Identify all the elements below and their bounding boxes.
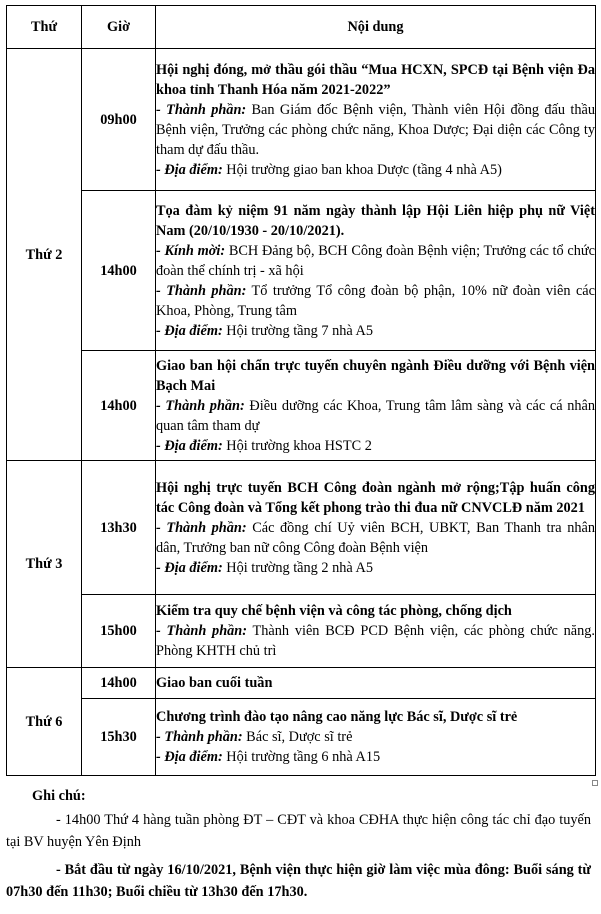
event-title: Giao ban cuối tuần xyxy=(156,675,273,691)
table-row xyxy=(7,351,596,461)
event-cell xyxy=(156,668,596,699)
event-line: - Thành phần: Ban Giám đốc Bệnh viện, Thành viên Hội đồng đấu thầu Bệnh viện, Trưởng các phòng chức năng, Khoa Dược; Đại diện các Công ty tham dự đấu thầu. xyxy=(156,101,596,158)
table-row xyxy=(7,461,596,595)
time-cell: 14h00 xyxy=(82,668,156,699)
event-line: - Thành phần: Các đồng chí Uỷ viên BCH, UBKT, Ban Thanh tra nhân dân, Trưởng ban nữ công Công đoàn Bệnh viện xyxy=(156,519,595,556)
table-resize-handle xyxy=(592,780,598,786)
event-title: Giao ban hội chẩn trực tuyến chuyên ngành Điều dưỡng với Bệnh viện Bạch Mai xyxy=(156,357,595,394)
time-cell: 13h30 xyxy=(82,461,156,595)
event-title: Hội nghị trực tuyến BCH Công đoàn ngành mở rộng;Tập huấn công tác Công đoàn và Tổng kết phong trào thi đua nữ CNVCLĐ năm 2021 xyxy=(156,479,595,516)
event-line: - Địa điểm: Hội trường giao ban khoa Dược (tầng 4 nhà A5) xyxy=(156,161,502,178)
event-line: - Thành phần: Điều dưỡng các Khoa, Trung tâm lâm sàng và các cá nhân quan tâm tham dự xyxy=(156,397,595,434)
event-cell xyxy=(156,699,596,776)
event-cell xyxy=(156,351,596,461)
table-row xyxy=(7,595,596,668)
note-item: - Bắt đầu từ ngày 16/10/2021, Bệnh viện thực hiện giờ làm việc mùa đông: Buổi sáng từ 07h30 đến 11h30; Buổi chiều từ 13h30 đến 17h30. xyxy=(6,862,591,900)
notes-title: Ghi chú: xyxy=(32,788,86,804)
event-title: Kiểm tra quy chế bệnh viện và công tác phòng, chống dịch xyxy=(156,603,512,619)
event-title: Tọa đàm kỷ niệm 91 năm ngày thành lập Hội Liên hiệp phụ nữ Việt Nam (20/10/1930 - 20/10/2021). xyxy=(156,202,595,239)
event-title: Chương trình đào tạo nâng cao năng lực Bác sĩ, Dược sĩ trẻ xyxy=(156,709,518,725)
event-line: - Địa điểm: Hội trường tầng 6 nhà A15 xyxy=(156,749,381,765)
event-line: - Địa điểm: Hội trường tầng 7 nhà A5 xyxy=(156,322,374,339)
time-cell: 14h00 xyxy=(82,351,156,461)
header-day: Thứ xyxy=(7,6,82,49)
event-line: - Thành phần: Bác sĩ, Dược sĩ trẻ xyxy=(156,729,353,745)
time-cell: 14h00 xyxy=(82,191,156,351)
event-line: - Thành phần: Thành viên BCĐ PCD Bệnh viện, các phòng chức năng. Phòng KHTH chủ trì xyxy=(156,623,595,659)
event-line: - Địa điểm: Hội trường tầng 2 nhà A5 xyxy=(156,559,374,576)
header-row xyxy=(7,6,596,49)
event-cell xyxy=(156,49,596,191)
event-cell xyxy=(156,191,596,351)
event-cell xyxy=(156,595,596,668)
event-line: - Kính mời: BCH Đảng bộ, BCH Công đoàn Bệnh viện; Trưởng các tổ chức đoàn thể chính trị - xã hội xyxy=(156,242,595,279)
schedule-table xyxy=(6,5,596,776)
day-cell: Thứ 3 xyxy=(7,461,82,668)
day-cell: Thứ 2 xyxy=(7,49,82,461)
table-row xyxy=(7,191,596,351)
time-cell: 09h00 xyxy=(82,49,156,191)
header-time: Giờ xyxy=(82,6,156,49)
event-line: - Địa điểm: Hội trường khoa HSTC 2 xyxy=(156,437,372,454)
note-item: - 14h00 Thứ 4 hàng tuần phòng ĐT – CĐT và khoa CĐHA thực hiện công tác chỉ đạo tuyến tại BV huyện Yên Định xyxy=(6,812,591,850)
time-cell: 15h30 xyxy=(82,699,156,776)
header-content: Nội dung xyxy=(156,6,596,49)
event-title: Hội nghị đóng, mở thầu gói thầu “Mua HCXN, SPCĐ tại Bệnh viện Đa khoa tỉnh Thanh Hóa năm 2021-2022” xyxy=(156,61,595,98)
notes-section xyxy=(6,785,591,903)
time-cell: 15h00 xyxy=(82,595,156,668)
table-row xyxy=(7,668,596,699)
table-row xyxy=(7,699,596,776)
day-cell: Thứ 6 xyxy=(7,668,82,776)
table-row xyxy=(7,49,596,191)
event-cell xyxy=(156,461,596,595)
event-line: - Thành phần: Tổ trưởng Tổ công đoàn bộ phận, 10% nữ đoàn viên các Khoa, Phòng, Trung tâm xyxy=(156,282,595,319)
